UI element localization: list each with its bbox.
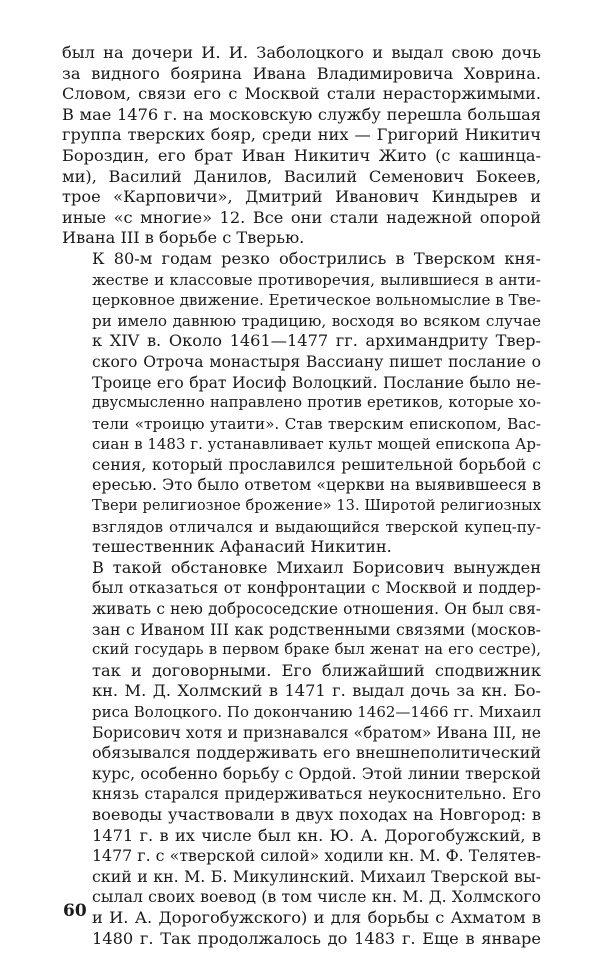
text-line: и И. А. Дорогобужского) и для борьбы с Ахматом в [92,907,541,927]
text-line: ский государь в первом браке был женат на его сестре), [92,641,541,659]
text-line: сылал своих воевод (в том числе кн. М. Д. Холмского [92,887,541,907]
text-line: Борисович хотя и признавался «братом» Ивана III, не [92,723,541,742]
text-line: Твери религиозное брожение» 13. Широтой религиозных [92,497,541,515]
paragraph-1 [62,43,541,249]
text-line: Ивана III в борьбе с Тверью. [62,228,305,248]
text-line: иные «с многие» 12. Все они стали надежной опорой [62,207,541,227]
page-text [62,43,541,949]
text-line: 1477 г. с «тверской силой» ходили кн. М. Ф. Телятев- [92,846,541,866]
text-line: князь старался придерживаться неукоснительно. Его [92,785,541,804]
text-line: трое «Карповичи», Дмитрий Иванович Киндырев и [62,187,541,207]
text-line: В такой обстановке Михаил Борисович вынужден [92,557,541,577]
text-line: ского Отроча монастыря Вассиану пишет послание о [92,352,541,371]
text-line: К 80-м годам резко обострились в Тверском кня- [92,248,541,268]
text-line: 1471 г. в их числе был кн. Ю. А. Дорогобужский, в [92,825,541,845]
text-line: был на дочери И. И. Заболоцкого и выдал свою дочь [62,43,541,62]
text-line: курс, особенно борьбу с Ордой. Этой линии тверской [92,763,541,783]
text-line: кн. М. Д. Холмский в 1471 г. выдал дочь за кн. Бо- [92,681,541,701]
text-line: взглядов отличался и выдающийся тверской купец-пу- [92,517,541,536]
text-line: за видного боярина Ивана Владимировича Ховрина. [62,63,541,83]
text-line: тешественник Афанасий Никитин. [92,537,392,557]
text-line: Троице его брат Иосиф Волоцкий. Послание было не- [92,373,541,392]
text-line: воеводы участвовали в двух походах на Новгород: в [92,804,541,824]
text-line: зан с Иваном III как родственными связями (москов- [92,619,541,639]
paragraph-2 [62,249,541,558]
text-line: Словом, связи его с Москвой стали нерасторжимыми. [62,84,541,104]
text-line: ри имело давнюю традицию, восходя во всяком случае [92,311,541,330]
text-line: группа тверских бояр, среди них — Григорий Никитич [62,125,541,145]
text-line: ересью. Это было ответом «церкви на выявившееся в [92,475,541,495]
text-line: двусмысленно направлено против еретиков, которые хо- [92,394,541,412]
text-line: тели «троицю утаити». Став тверским епископом, Вас- [92,414,541,433]
text-line: сиан в 1483 г. устанавливает культ мощей епископа Ар- [92,435,542,454]
text-line: был отказаться от конфронтации с Москвой и поддер- [92,579,541,598]
text-line: ский и кн. М. Б. Микулинский. Михаил Тверской вы- [92,866,541,886]
text-line: так и договорными. Его ближайший сподвижник [92,660,541,680]
text-line: церковное движение. Еретическое вольномыслие в Тве- [92,291,541,310]
text-line: В мае 1476 г. на московскую службу перешла большая [62,104,541,124]
text-line: обязывался поддерживать его внешнеполитический [92,743,541,763]
text-line: сения, который прославился решительной борьбой с [92,454,541,474]
text-line: Бороздин, его брат Иван Никитич Жито (с кашинца- [62,145,541,165]
paragraph-3 [62,558,541,949]
text-line: к XIV в. Около 1461—1477 гг. архимандриту Твер- [92,331,541,351]
text-line: ми), Василий Данилов, Василий Семенович Бокеев, [62,166,541,186]
text-line: риса Волоцкого. По докончанию 1462—1466 гг. Михаил [92,703,541,721]
text-line: живать с нею добрососедские отношения. Он был свя- [92,600,541,619]
page-number: 60 [63,901,87,921]
text-line: 1480 г. Так продолжалось до 1483 г. Еще в январе [92,928,541,948]
text-line: жестве и классовые противоречия, вылившиеся в анти- [92,270,541,289]
